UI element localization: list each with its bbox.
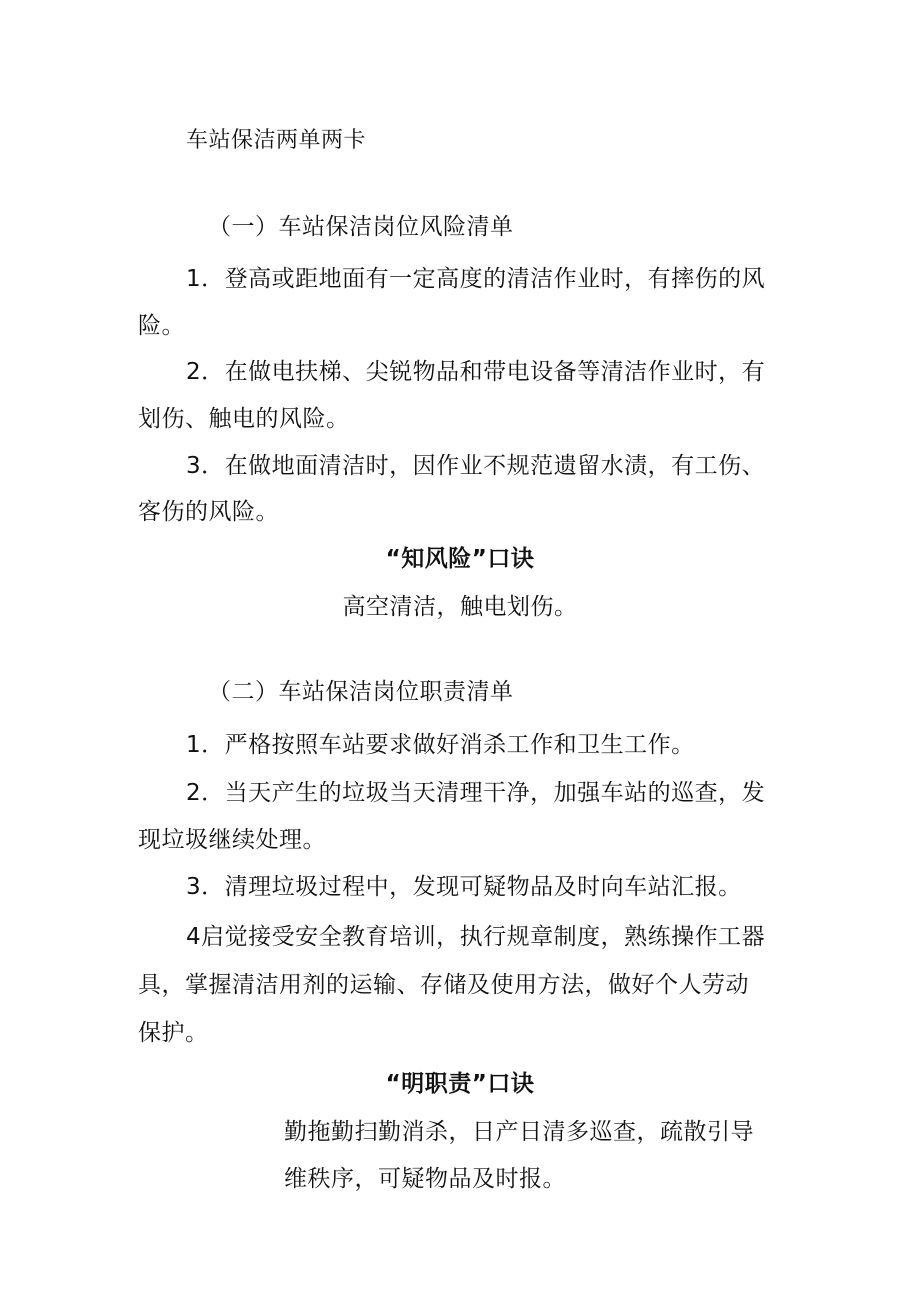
section1-item3-line2: 客伤的风险。 — [138, 499, 279, 525]
section1-item1-line1: 1．登高或距地面有一定高度的清洁作业时，有摔伤的风 — [186, 266, 766, 292]
document-title: 车站保洁两单两卡 — [186, 128, 367, 153]
section2-item1-line1: 1．严格按照车站要求做好消杀工作和卫生工作。 — [186, 732, 695, 758]
section2-mnemonic-line2: 维秩序，可疑物品及时报。 — [284, 1166, 566, 1192]
section1-heading: （一）车站保洁岗位风险清单 — [208, 214, 514, 240]
section1-item2-line1: 2．在做电扶梯、尖锐物品和带电设备等清洁作业时，有 — [186, 359, 766, 385]
section2-item2-line1: 2．当天产生的垃圾当天清理干净，加强车站的巡查，发 — [186, 780, 766, 806]
section2-item4-line2: 具，掌握清洁用剂的运输、存储及使用方法，做好个人劳动 — [138, 972, 749, 998]
section2-item4-line1: 4启觉接受安全教育培训，执行规章制度，熟练操作工器 — [186, 924, 766, 950]
section1-mnemonic-title: “知风险”口诀 — [385, 546, 535, 572]
section2-item4-line3: 保护。 — [138, 1020, 209, 1046]
section2-mnemonic-line1: 勤拖勤扫勤消杀，日产日清多巡查，疏散引导 — [284, 1119, 754, 1145]
section1-item3-line1: 3．在做地面清洁时，因作业不规范遗留水渍，有工伤、 — [186, 453, 766, 479]
section2-item3-line1: 3．清理垃圾过程中，发现可疑物品及时向车站汇报。 — [186, 874, 742, 900]
section1-item1-line2: 险。 — [138, 313, 185, 339]
section2-mnemonic-title: “明职责”口诀 — [385, 1071, 535, 1097]
section2-heading: （二）车站保洁岗位职责清单 — [208, 679, 514, 705]
section1-mnemonic-text: 高空清洁，触电划伤。 — [342, 594, 578, 620]
section2-item2-line2: 现垃圾继续处理。 — [138, 827, 326, 853]
section1-item2-line2: 划伤、触电的风险。 — [138, 406, 350, 432]
